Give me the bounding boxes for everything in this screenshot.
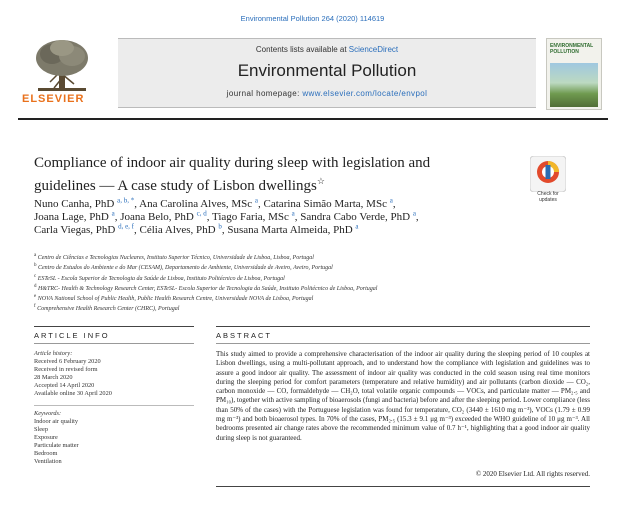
author: Carla Viegas, PhD $^{d, e, f}$, — [34, 222, 140, 236]
author-affil-link[interactable]: a — [111, 209, 115, 218]
affiliation: $^f$ Comprehensive Health Research Center (CHRC), Portugal — [34, 304, 180, 313]
author-affil-link[interactable]: a — [355, 222, 359, 231]
history-item: Received in revised form — [34, 366, 98, 374]
author: Joana Lage, PhD $^a$, — [34, 209, 121, 223]
author-affil-link[interactable]: d, e, f — [118, 222, 135, 231]
copyright-notice: © 2020 Elsevier Ltd. All rights reserved. — [475, 470, 590, 478]
author-affil-link[interactable]: b — [218, 222, 222, 231]
author-affil-link[interactable]: a — [389, 196, 393, 205]
sciencedirect-link[interactable]: ScienceDirect — [348, 45, 399, 54]
author-affil-link[interactable]: c, d — [196, 209, 207, 218]
elsevier-wordmark: ELSEVIER — [22, 93, 85, 105]
keyword: Exposure — [34, 433, 58, 441]
title-line-2: guidelines — A case study of Lisbon dwellings — [34, 178, 317, 194]
author-affil-link[interactable]: a, b, * — [117, 196, 135, 205]
author: Susana Marta Almeida, PhD $^a$ — [227, 222, 359, 236]
keyword: Bedroom — [34, 450, 58, 458]
history-item: Received 6 February 2020 — [34, 358, 101, 366]
homepage-link[interactable]: www.elsevier.com/locate/envpol — [302, 89, 428, 98]
author: Catarina Simão Marta, MSc $^a$, — [263, 196, 396, 210]
abstract-top-rule — [216, 326, 590, 327]
crossmark-icon[interactable] — [530, 156, 566, 192]
author: Nuno Canha, PhD $^{a, b, *}$, — [34, 196, 140, 210]
history-item: Accepted 14 April 2020 — [34, 382, 95, 390]
history-item: 28 March 2020 — [34, 374, 73, 382]
history-label: Article history: — [34, 350, 73, 357]
keyword: Sleep — [34, 425, 48, 433]
homepage-prefix: journal homepage: — [226, 89, 303, 98]
info-top-rule — [34, 326, 194, 327]
affiliation: $^d$ H&TRC- Health & Technology Research Center, ESTeSL- Escola Superior de Tecnologia da Saúde, Instituto Politécnico de Lisboa, Portugal — [34, 283, 378, 292]
abstract-body: This study aimed to provide a comprehensive characterisation of the indoor air quality during the sleeping period of 10 couples at Lisbon dwellings, using a multi-pollutant approach, and to understand how the compliance with legislation and guidelines was to assure a good indoor air quality. The assessment of indoor air quality was conducted in the cold season using real time monitors during the sleeping period for comfort parameters (temperature and relative humidity) and air pollutants (carbon dioxide — CO₂, carbon monoxide — CO, formaldehyde — CH₂O, total volatile organic compounds — VOCs, and particulate matter — PM₂.₅ and PM₁₀), together with active sampling of bioaerosols (fungi and bacteria) before and after the sleeping period. Lower compliance (less than 50% of the cases) with the Portuguese legislation was found for temperature, CO₂ (3440 ± 1610 mg m⁻³), VOCs (1.79 ± 0.99 mg m⁻³) and both bioaerosol types. In 70% of the cases, PM₂.₅ (15.3 ± 9.1 μg m⁻³) exceeded the WHO guideline of 10 μg m⁻³. All bedrooms presented air change rates above the recommended minimum value of 0.7 h⁻¹, highlighting that a good indoor air quality during sleep is not guaranteed. — [216, 350, 590, 442]
keyword: Indoor air quality — [34, 417, 79, 425]
masthead — [18, 38, 608, 110]
title-line-1: Compliance of indoor air quality during sleep with legislation and — [34, 155, 431, 171]
cover-title: ENVIRONMENTAL POLLUTION — [550, 43, 594, 55]
author: Ana Carolina Alves, MSc $^a$, — [139, 196, 264, 210]
crossmark-label-1: Check for — [537, 191, 559, 197]
contents-prefix: Contents lists available at — [255, 45, 349, 54]
keywords-label: Keywords: — [34, 409, 62, 417]
cover-image — [550, 63, 598, 107]
crossmark-label-2: updates — [539, 197, 557, 203]
article-info — [34, 350, 194, 466]
author-list — [34, 198, 574, 237]
keyword: Particulate matter — [34, 441, 79, 449]
affiliation-list — [34, 252, 574, 314]
journal-reference[interactable]: Environmental Pollution 264 (2020) 114619 — [240, 14, 385, 23]
title-footnote-mark[interactable]: ☆ — [316, 176, 325, 186]
author-affil-link[interactable]: a — [291, 209, 295, 218]
abstract-heading-rule — [216, 343, 590, 344]
author: Sandra Cabo Verde, PhD $^a$, — [300, 209, 419, 223]
author-affil-link[interactable]: a — [254, 196, 259, 205]
author: Tiago Faria, MSc $^a$, — [212, 209, 301, 223]
homepage-line — [118, 89, 536, 98]
author-affil-link[interactable]: a — [412, 209, 416, 218]
journal-cover[interactable] — [546, 38, 602, 110]
abstract-bottom-rule — [216, 486, 590, 487]
journal-title[interactable]: Environmental Pollution — [237, 61, 417, 80]
article-info-heading: ARTICLE INFO — [34, 331, 110, 340]
history-item: Available online 30 April 2020 — [34, 390, 112, 398]
info-heading-rule — [34, 343, 194, 344]
contents-line — [118, 45, 536, 54]
affiliation: $^c$ ESTeSL - Escola Superior de Tecnologia da Saúde de Lisboa, Instituto Politécnico de Lisboa, Portugal — [34, 273, 285, 282]
keywords-rule — [34, 405, 194, 406]
header-rule — [18, 118, 608, 120]
abstract-heading: ABSTRACT — [216, 331, 273, 340]
elsevier-logo[interactable] — [18, 38, 106, 108]
tree-icon — [32, 38, 92, 92]
author: Célia Alves, PhD $^b$, — [139, 222, 228, 236]
affiliation: $^b$ Centro de Estudos do Ambiente e do Mar (CESAM), Departamento de Ambiente, Universidade de Aveiro, Aveiro, Portugal — [34, 263, 333, 272]
keyword: Ventilation — [34, 458, 62, 466]
journal-banner — [118, 38, 536, 108]
affiliation: $^e$ NOVA National School of Public Health, Public Health Research Centre, Universidade NOVA de Lisboa, Portugal — [34, 294, 314, 303]
article-title — [34, 154, 504, 195]
author: Joana Belo, PhD $^{c, d}$, — [120, 209, 213, 223]
affiliation: $^a$ Centro de Ciências e Tecnologias Nucleares, Instituto Superior Técnico, Universidade de Lisboa, Lisboa, Portugal — [34, 253, 314, 261]
